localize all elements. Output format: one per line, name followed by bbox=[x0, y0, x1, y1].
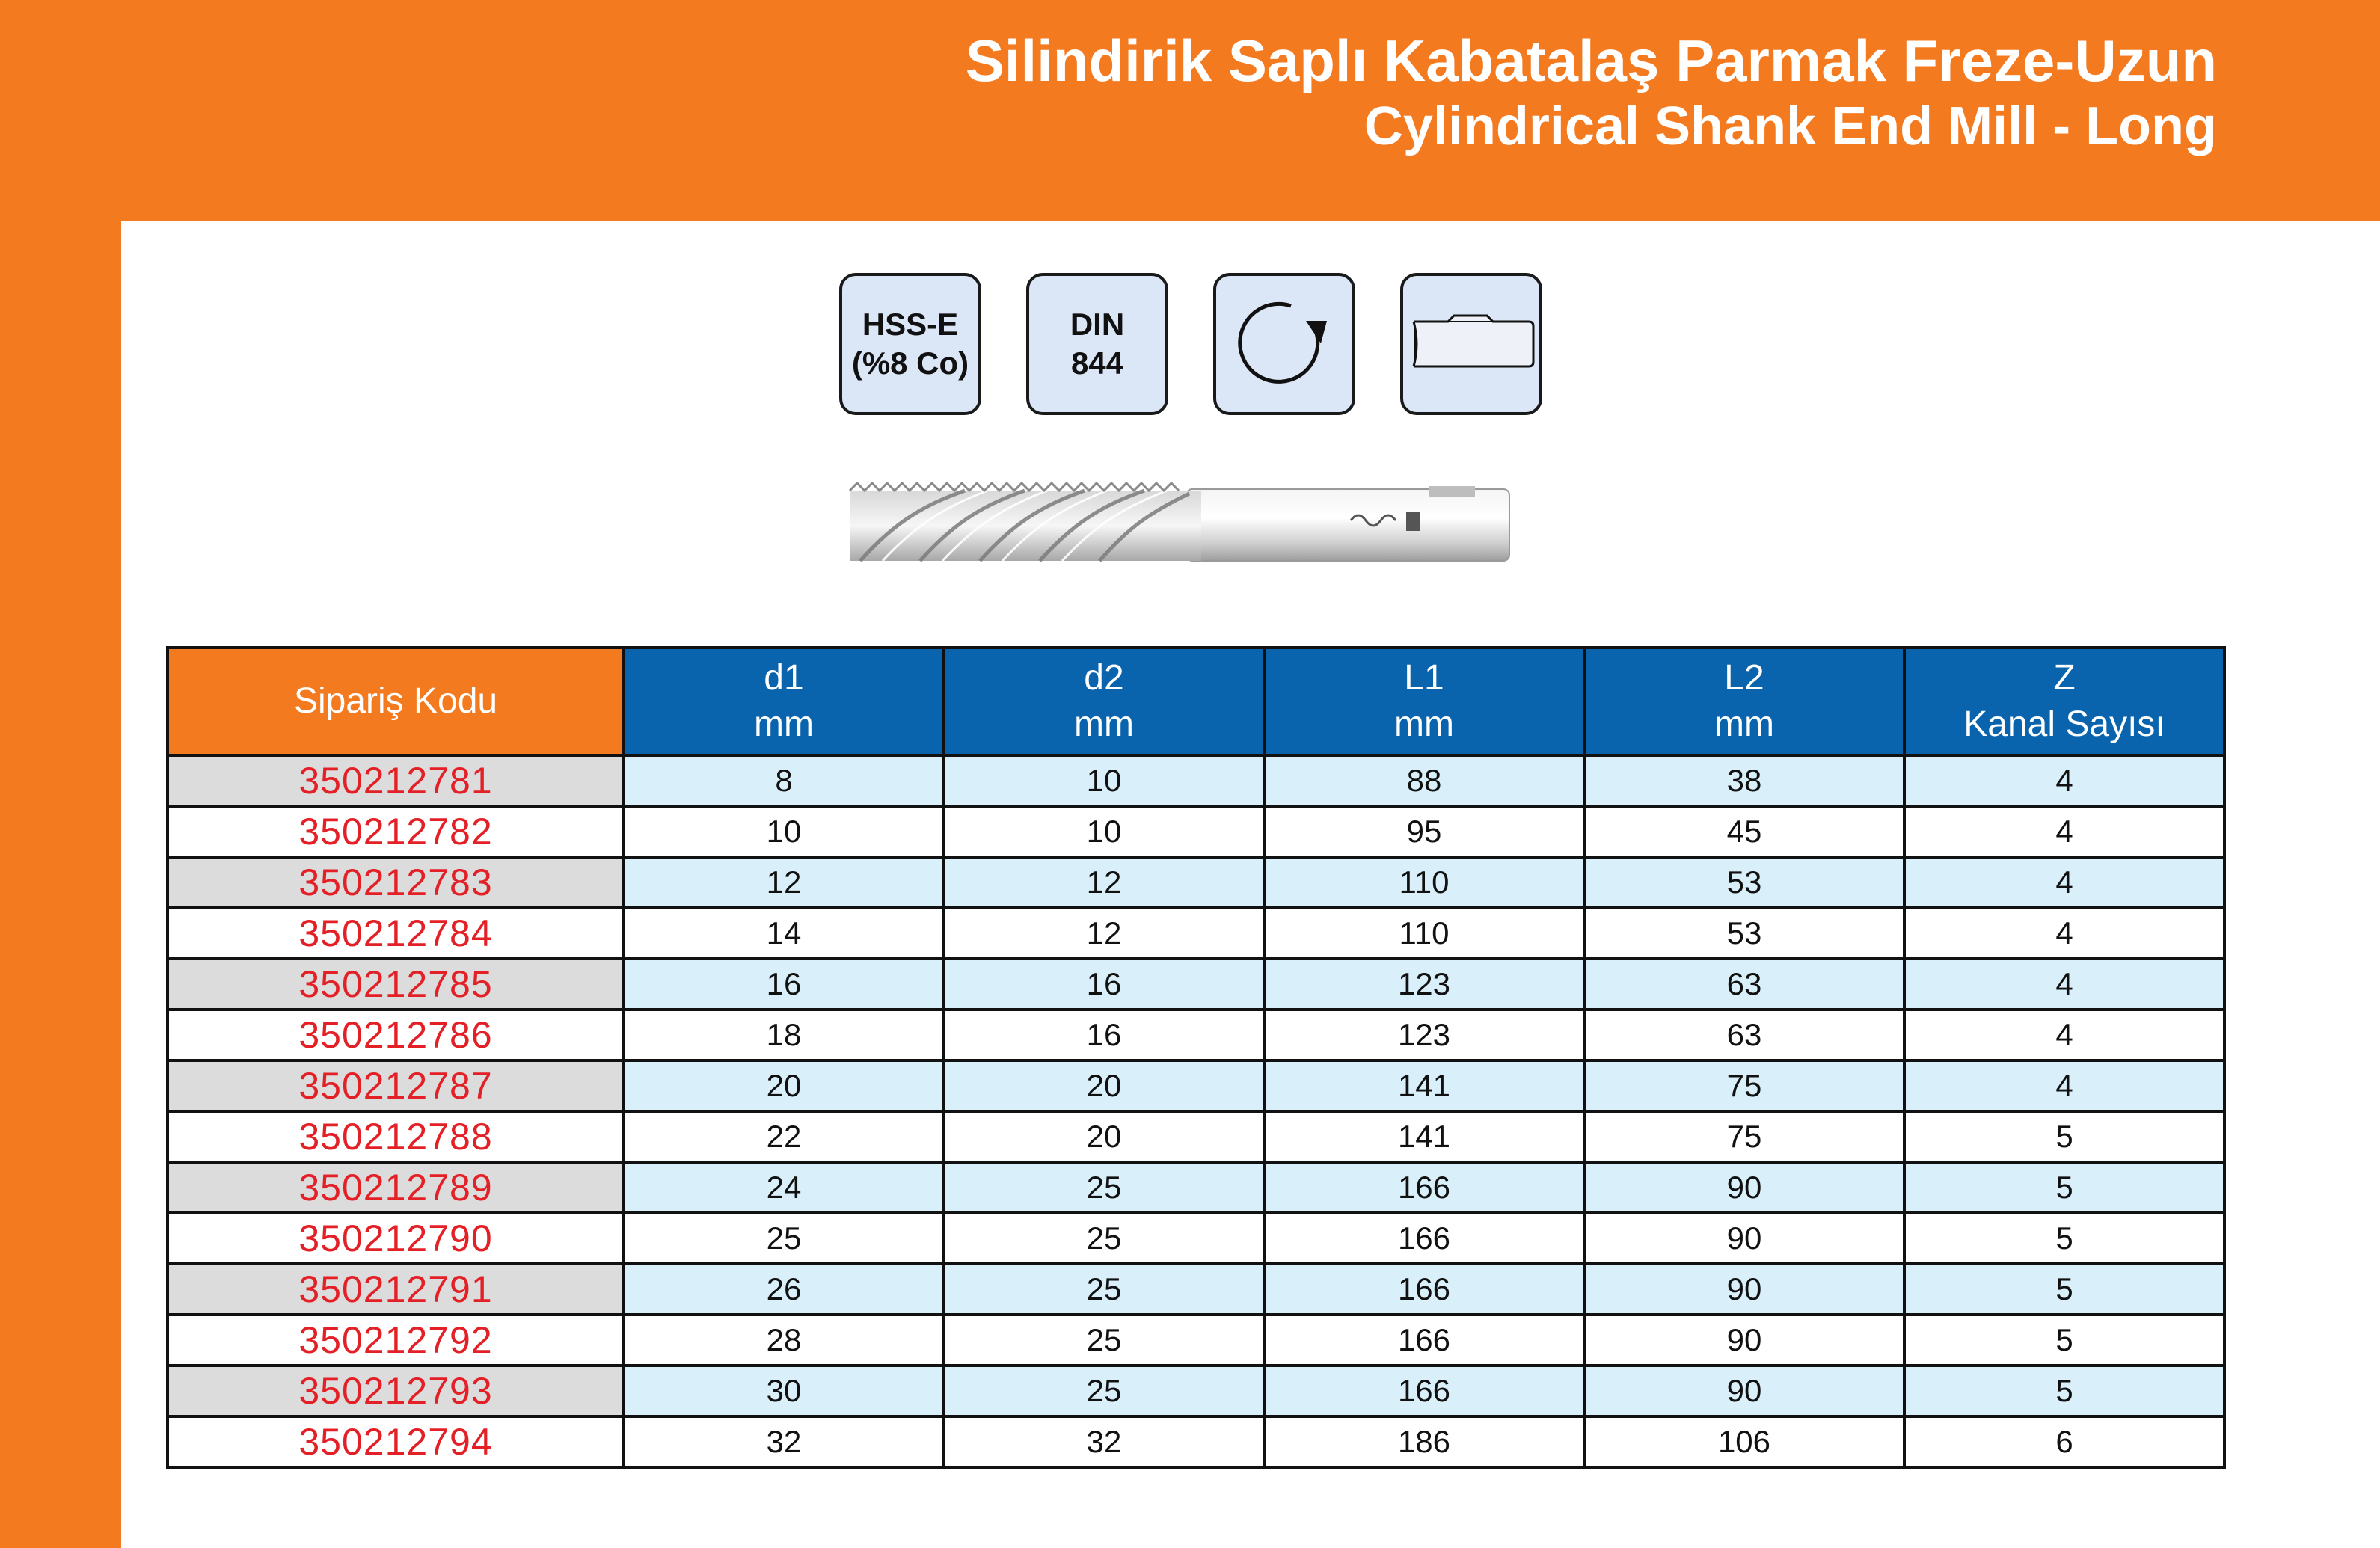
order-code-cell: 350212785 bbox=[168, 959, 624, 1010]
cell-d1: 8 bbox=[624, 755, 944, 806]
cell-l1: 110 bbox=[1264, 857, 1584, 908]
cell-d1: 20 bbox=[624, 1060, 944, 1111]
cell-l2: 90 bbox=[1584, 1366, 1904, 1416]
cell-d1: 14 bbox=[624, 908, 944, 959]
column-header-l1 bbox=[1264, 648, 1584, 755]
table-row bbox=[168, 857, 2224, 908]
cell-l2: 90 bbox=[1584, 1162, 1904, 1213]
standard-label: DIN bbox=[1070, 307, 1125, 342]
table-row bbox=[168, 1366, 2224, 1416]
cell-d2: 25 bbox=[944, 1162, 1264, 1213]
cell-l2: 90 bbox=[1584, 1264, 1904, 1315]
cell-l2: 63 bbox=[1584, 959, 1904, 1010]
cell-d2: 20 bbox=[944, 1060, 1264, 1111]
cell-l1: 88 bbox=[1264, 755, 1584, 806]
standard-badge bbox=[1026, 273, 1168, 415]
cell-d2: 25 bbox=[944, 1315, 1264, 1366]
material-label: HSS-E bbox=[862, 307, 959, 342]
order-code-cell: 350212781 bbox=[168, 755, 624, 806]
column-header-unit: mm bbox=[1394, 704, 1454, 744]
weldon-shank-icon bbox=[1400, 273, 1542, 415]
end-mill-tool-image bbox=[838, 474, 1514, 568]
column-header-label: d2 bbox=[1084, 658, 1124, 698]
cell-d1: 12 bbox=[624, 857, 944, 908]
cell-l2: 53 bbox=[1584, 908, 1904, 959]
cell-z: 4 bbox=[1904, 959, 2224, 1010]
table-row bbox=[168, 1010, 2224, 1060]
table-row bbox=[168, 1162, 2224, 1213]
cell-d2: 10 bbox=[944, 755, 1264, 806]
column-header-label: L1 bbox=[1404, 658, 1444, 698]
column-header-unit: mm bbox=[1714, 704, 1774, 744]
clockwise-rotation-icon bbox=[1213, 273, 1355, 415]
column-header-label: L2 bbox=[1724, 658, 1764, 698]
column-header-d1 bbox=[624, 648, 944, 755]
column-header-label: d1 bbox=[764, 658, 804, 698]
cell-d1: 18 bbox=[624, 1010, 944, 1060]
cell-z: 5 bbox=[1904, 1213, 2224, 1264]
cell-z: 4 bbox=[1904, 806, 2224, 857]
table-row bbox=[168, 1416, 2224, 1467]
cell-l1: 166 bbox=[1264, 1213, 1584, 1264]
cell-d1: 10 bbox=[624, 806, 944, 857]
cell-z: 4 bbox=[1904, 857, 2224, 908]
cell-l1: 95 bbox=[1264, 806, 1584, 857]
cell-l2: 63 bbox=[1584, 1010, 1904, 1060]
cell-d2: 16 bbox=[944, 1010, 1264, 1060]
material-cobalt-label: (%8 Co) bbox=[851, 345, 969, 381]
order-code-cell: 350212789 bbox=[168, 1162, 624, 1213]
table-row bbox=[168, 959, 2224, 1010]
cell-l1: 166 bbox=[1264, 1366, 1584, 1416]
cell-z: 5 bbox=[1904, 1162, 2224, 1213]
cell-l1: 186 bbox=[1264, 1416, 1584, 1467]
cell-z: 4 bbox=[1904, 1010, 2224, 1060]
cell-l2: 90 bbox=[1584, 1315, 1904, 1366]
cell-l2: 90 bbox=[1584, 1213, 1904, 1264]
cell-d2: 32 bbox=[944, 1416, 1264, 1467]
cell-z: 5 bbox=[1904, 1264, 2224, 1315]
table-header-row bbox=[168, 648, 2224, 755]
order-code-cell: 350212783 bbox=[168, 857, 624, 908]
cell-d1: 16 bbox=[624, 959, 944, 1010]
cell-z: 4 bbox=[1904, 908, 2224, 959]
order-code-cell: 350212792 bbox=[168, 1315, 624, 1366]
order-code-cell: 350212794 bbox=[168, 1416, 624, 1467]
cell-z: 5 bbox=[1904, 1315, 2224, 1366]
column-header-unit: mm bbox=[754, 704, 814, 744]
column-header-unit: mm bbox=[1074, 704, 1134, 744]
cell-d2: 10 bbox=[944, 806, 1264, 857]
content-panel bbox=[121, 221, 2380, 1548]
table-row bbox=[168, 806, 2224, 857]
cell-l1: 110 bbox=[1264, 908, 1584, 959]
cell-d1: 22 bbox=[624, 1111, 944, 1162]
cell-l2: 75 bbox=[1584, 1060, 1904, 1111]
cell-l2: 106 bbox=[1584, 1416, 1904, 1467]
cell-z: 5 bbox=[1904, 1111, 2224, 1162]
table-row bbox=[168, 908, 2224, 959]
cell-l1: 123 bbox=[1264, 1010, 1584, 1060]
cell-l1: 166 bbox=[1264, 1315, 1584, 1366]
cell-l1: 166 bbox=[1264, 1162, 1584, 1213]
order-code-cell: 350212791 bbox=[168, 1264, 624, 1315]
cell-d2: 25 bbox=[944, 1366, 1264, 1416]
cell-d2: 12 bbox=[944, 908, 1264, 959]
table-row bbox=[168, 1315, 2224, 1366]
table-row bbox=[168, 755, 2224, 806]
cell-z: 4 bbox=[1904, 1060, 2224, 1111]
column-header-label: Sipariş Kodu bbox=[293, 681, 498, 721]
table-row bbox=[168, 1213, 2224, 1264]
cell-z: 5 bbox=[1904, 1366, 2224, 1416]
product-table bbox=[166, 646, 2226, 1469]
order-code-cell: 350212784 bbox=[168, 908, 624, 959]
table-row bbox=[168, 1264, 2224, 1315]
cell-z: 6 bbox=[1904, 1416, 2224, 1467]
cell-z: 4 bbox=[1904, 755, 2224, 806]
cell-l1: 123 bbox=[1264, 959, 1584, 1010]
cell-d1: 24 bbox=[624, 1162, 944, 1213]
page-title: Silindirik Saplı Kabatalaş Parmak Freze-Uzun bbox=[965, 28, 2217, 93]
cell-d2: 12 bbox=[944, 857, 1264, 908]
cell-d2: 25 bbox=[944, 1213, 1264, 1264]
order-code-cell: 350212790 bbox=[168, 1213, 624, 1264]
column-header-z bbox=[1904, 648, 2224, 755]
table-row bbox=[168, 1060, 2224, 1111]
cell-d1: 26 bbox=[624, 1264, 944, 1315]
cell-d1: 28 bbox=[624, 1315, 944, 1366]
table-row bbox=[168, 1111, 2224, 1162]
order-code-cell: 350212788 bbox=[168, 1111, 624, 1162]
material-badge bbox=[839, 273, 981, 415]
cell-l2: 53 bbox=[1584, 857, 1904, 908]
cell-d1: 30 bbox=[624, 1366, 944, 1416]
column-header-label: Z bbox=[2053, 658, 2076, 698]
column-header-d2 bbox=[944, 648, 1264, 755]
cell-d2: 20 bbox=[944, 1111, 1264, 1162]
page-subtitle: Cylindrical Shank End Mill - Long bbox=[1364, 96, 2217, 156]
column-header-order-code bbox=[168, 648, 624, 755]
column-header-unit: Kanal Sayısı bbox=[1963, 704, 2165, 744]
standard-number: 844 bbox=[1070, 345, 1124, 381]
cell-l1: 141 bbox=[1264, 1060, 1584, 1111]
cell-l2: 45 bbox=[1584, 806, 1904, 857]
table-body bbox=[168, 755, 2224, 1467]
cell-d2: 25 bbox=[944, 1264, 1264, 1315]
cell-l1: 166 bbox=[1264, 1264, 1584, 1315]
order-code-cell: 350212782 bbox=[168, 806, 624, 857]
cell-l2: 38 bbox=[1584, 755, 1904, 806]
cell-d1: 32 bbox=[624, 1416, 944, 1467]
order-code-cell: 350212793 bbox=[168, 1366, 624, 1416]
column-header-l2 bbox=[1584, 648, 1904, 755]
order-code-cell: 350212786 bbox=[168, 1010, 624, 1060]
order-code-cell: 350212787 bbox=[168, 1060, 624, 1111]
cell-l1: 141 bbox=[1264, 1111, 1584, 1162]
cell-d2: 16 bbox=[944, 959, 1264, 1010]
cell-d1: 25 bbox=[624, 1213, 944, 1264]
cell-l2: 75 bbox=[1584, 1111, 1904, 1162]
